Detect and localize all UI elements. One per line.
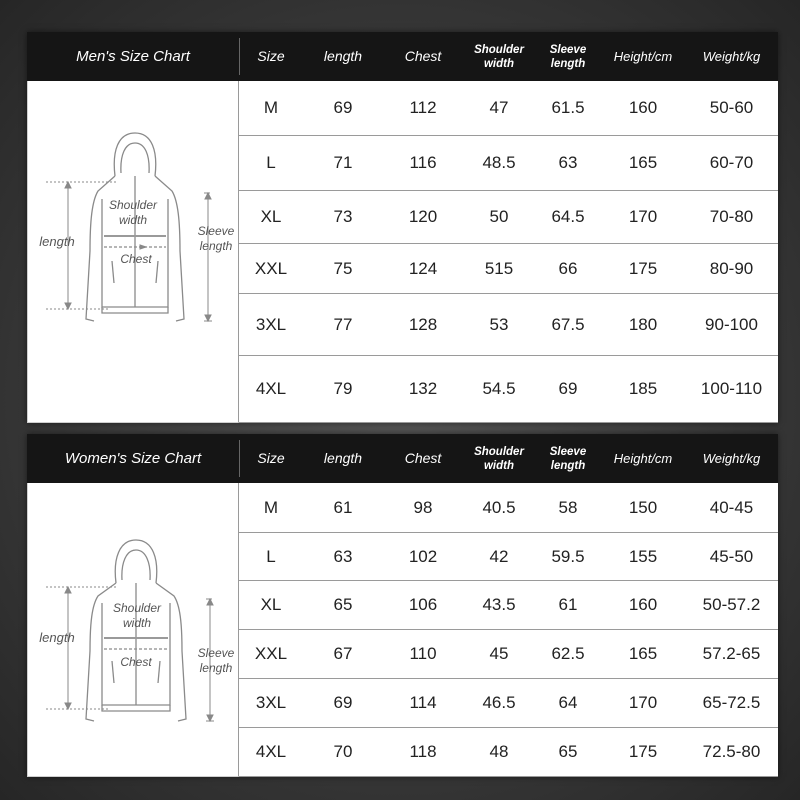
table-row — [239, 728, 778, 777]
cell-chest: 98 — [413, 497, 433, 517]
table-row — [239, 136, 778, 191]
cell-chest: 128 — [408, 314, 438, 334]
cell-weight: 72.5-80 — [702, 742, 761, 761]
cell-length: 71 — [333, 153, 353, 172]
table-header — [27, 32, 778, 81]
cell-weight: 57.2-65 — [702, 644, 761, 663]
chart-title: Men's Size Chart — [76, 48, 190, 65]
cell-size: 3XL — [255, 314, 287, 334]
cell-length: 69 — [333, 98, 353, 117]
sleeve-length-label: Sleeve length — [197, 224, 235, 253]
cell-sleeve: 64.5 — [551, 207, 585, 226]
length-label: length — [39, 234, 75, 249]
header-height: Height/cm — [613, 451, 673, 466]
cell-chest: 116 — [409, 153, 437, 172]
cell-weight: 50-60 — [709, 98, 754, 117]
table-row — [239, 581, 778, 630]
cell-length: 75 — [333, 258, 353, 278]
table-row — [239, 356, 778, 423]
cell-height: 155 — [628, 546, 658, 566]
table-row — [239, 483, 778, 533]
cell-length: 79 — [333, 379, 353, 398]
cell-sleeve: 67.5 — [551, 314, 585, 334]
cell-shoulder: 46.5 — [482, 693, 516, 712]
cell-size: L — [266, 153, 276, 172]
cell-sleeve: 61.5 — [551, 98, 585, 117]
cell-chest: 112 — [409, 98, 437, 117]
header-sleeve-length: Sleeve length — [549, 445, 587, 472]
cell-size: 4XL — [255, 742, 287, 761]
cell-height: 175 — [628, 258, 658, 278]
cell-height: 150 — [628, 497, 658, 517]
cell-length: 63 — [333, 546, 353, 566]
cell-sleeve: 69 — [558, 379, 578, 398]
jacket-diagram — [27, 483, 239, 777]
cell-size: M — [263, 98, 279, 117]
cell-height: 160 — [628, 98, 658, 117]
header-sleeve-length: Sleeve length — [549, 43, 587, 70]
cell-length: 69 — [333, 693, 353, 712]
header-size: Size — [257, 450, 285, 466]
cell-weight: 50-57.2 — [702, 595, 761, 614]
table-row — [239, 244, 778, 294]
cell-height: 170 — [628, 693, 658, 712]
cell-height: 165 — [628, 644, 658, 663]
cell-height: 165 — [628, 153, 658, 172]
cell-size: XL — [260, 207, 282, 226]
cell-sleeve: 59.5 — [551, 546, 585, 566]
chest-label: Chest — [120, 252, 152, 266]
cell-chest: 102 — [408, 546, 438, 566]
cell-length: 65 — [333, 595, 353, 614]
header-length: length — [323, 48, 363, 64]
womens-size-chart — [27, 434, 778, 777]
cell-chest: 124 — [408, 258, 438, 278]
sleeve-length-label: Sleeve length — [197, 646, 235, 675]
table-row — [239, 294, 778, 356]
header-divider — [239, 38, 240, 75]
cell-height: 175 — [628, 742, 658, 761]
cell-weight: 70-80 — [709, 207, 754, 226]
cell-sleeve: 63 — [558, 153, 578, 172]
cell-length: 70 — [333, 742, 353, 761]
header-height: Height/cm — [613, 49, 673, 64]
header-chest: Chest — [404, 48, 442, 64]
cell-weight: 80-90 — [709, 258, 754, 278]
cell-size: 4XL — [255, 379, 287, 398]
cell-size: 3XL — [255, 693, 287, 712]
cell-chest: 110 — [409, 644, 437, 663]
jacket-diagram — [27, 81, 239, 423]
cell-shoulder: 48.5 — [482, 153, 516, 172]
cell-sleeve: 61 — [558, 595, 578, 614]
header-divider — [239, 440, 240, 477]
cell-size: XXL — [254, 258, 288, 278]
cell-length: 73 — [333, 207, 353, 226]
cell-size: XXL — [254, 644, 288, 663]
cell-length: 61 — [333, 497, 353, 517]
cell-size: L — [266, 546, 276, 566]
cell-size: XL — [260, 595, 282, 614]
cell-shoulder: 53 — [489, 314, 509, 334]
cell-chest: 118 — [409, 742, 437, 761]
cell-size: M — [263, 497, 279, 517]
cell-weight: 40-45 — [709, 497, 754, 517]
cell-height: 180 — [628, 314, 658, 334]
table-row — [239, 679, 778, 728]
chart-title: Women's Size Chart — [64, 450, 202, 467]
header-length: length — [323, 450, 363, 466]
cell-sleeve: 62.5 — [551, 644, 585, 663]
cell-chest: 114 — [409, 693, 437, 712]
chest-label: Chest — [120, 655, 152, 669]
header-shoulder-width: Shoulder width — [474, 445, 524, 472]
header-size: Size — [257, 48, 285, 64]
cell-shoulder: 43.5 — [482, 595, 516, 614]
cell-shoulder: 45 — [489, 644, 509, 663]
table-row — [239, 630, 778, 679]
cell-weight: 60-70 — [709, 153, 754, 172]
cell-sleeve: 58 — [558, 497, 578, 517]
cell-shoulder: 50 — [489, 207, 509, 226]
header-shoulder-width: Shoulder width — [474, 43, 524, 70]
size-rows — [239, 81, 778, 423]
cell-shoulder: 42 — [489, 546, 509, 566]
cell-chest: 106 — [408, 595, 438, 614]
cell-length: 67 — [333, 644, 353, 663]
length-label: length — [39, 630, 75, 645]
cell-height: 160 — [628, 595, 658, 614]
table-row — [239, 191, 778, 244]
header-weight: Weight/kg — [702, 49, 761, 64]
cell-shoulder: 515 — [484, 258, 514, 278]
cell-shoulder: 54.5 — [482, 379, 516, 398]
shoulder-width-label: Shoulder width — [112, 601, 162, 630]
cell-sleeve: 66 — [558, 258, 578, 278]
cell-sleeve: 64 — [558, 693, 578, 712]
mens-size-chart — [27, 32, 778, 423]
table-header — [27, 434, 778, 483]
size-rows — [239, 483, 778, 777]
table-row — [239, 81, 778, 136]
cell-weight: 65-72.5 — [702, 693, 761, 712]
cell-height: 185 — [628, 379, 658, 398]
cell-sleeve: 65 — [558, 742, 578, 761]
cell-shoulder: 47 — [489, 98, 509, 117]
cell-height: 170 — [628, 207, 658, 226]
cell-length: 77 — [333, 314, 353, 334]
cell-shoulder: 48 — [489, 742, 509, 761]
header-weight: Weight/kg — [702, 451, 761, 466]
cell-weight: 90-100 — [705, 314, 758, 334]
cell-chest: 132 — [408, 379, 438, 398]
cell-chest: 120 — [408, 207, 438, 226]
header-chest: Chest — [404, 450, 442, 466]
cell-weight: 45-50 — [709, 546, 754, 566]
cell-shoulder: 40.5 — [482, 497, 516, 517]
shoulder-width-label: Shoulder width — [108, 198, 158, 227]
cell-weight: 100-110 — [700, 379, 763, 398]
table-row — [239, 533, 778, 581]
